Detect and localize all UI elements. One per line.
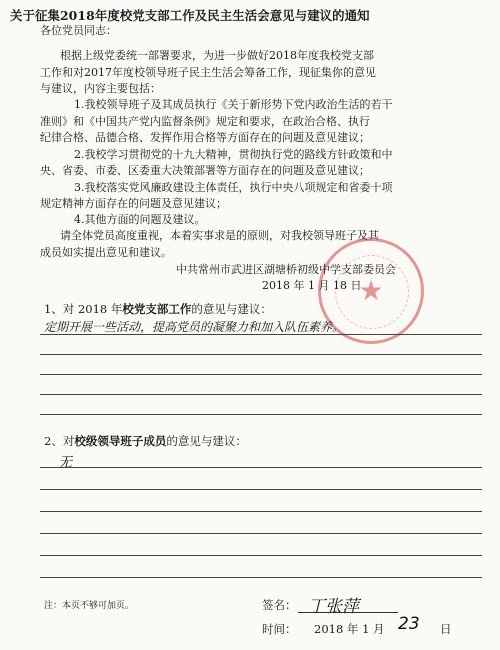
time-value: 2018 年 1 月 [314,622,385,636]
intro-line-1: 根据上级党委统一部署要求，为进一步做好2018年度我校党支部 [60,49,374,62]
item-3-line-1: 3.我校落实党风廉政建设主体责任，执行中央八项规定和省委十项 [74,181,393,194]
answer-line [40,354,482,355]
item-1-line-1: 1.我校领导班子及其成员执行《关于新形势下党内政治生活的若干 [74,98,393,111]
answer-line [40,467,482,468]
issue-date: 2018 年 1 月 18 日 [262,279,362,292]
answer-line [40,414,482,415]
answer-line [40,533,482,534]
star-icon: ★ [358,274,384,307]
issuer: 中共常州市武进区湖塘桥初级中学支部委员会 [176,263,396,276]
section-1-answer: 定期开展一些活动，提高党员的凝聚力和加入队伍素养。 [44,320,345,334]
item-4: 4.其他方面的问题及建议。 [74,213,206,226]
section-2-answer: 无 [58,455,72,471]
signature-line [298,612,398,613]
salutation: 各位党员同志： [40,24,117,37]
answer-line [40,555,482,556]
item-3-line-2: 规定精神方面存在的问题及意见建议； [40,197,227,210]
time-day-suffix: 日 [440,622,452,636]
item-1-line-3: 纪律合格、品德合格、发挥作用合格等方面存在的问题及意见建议； [40,131,370,144]
item-1-line-2: 准则》和《中国共产党内监督条例》规定和要求，在政治合格、执行 [40,115,370,128]
footer-note: 注：本页不够可加页。 [44,601,135,611]
answer-line [40,394,482,395]
answer-line [40,334,482,335]
item-2-line-2: 央、省委、市委、区委重大决策部署等方面存在的问题及意见建议； [40,164,370,177]
answer-line [40,511,482,512]
section-1-heading: 1、对 2018 年校党支部工作的意见与建议： [44,302,272,316]
closing-line-2: 成员如实提出意见和建议。 [40,246,172,259]
intro-line-3: 与建议，内容主要包括： [40,82,161,95]
answer-line [40,489,482,490]
sign-label: 签名： [262,598,297,612]
item-2-line-1: 2.我校学习贯彻党的十九大精神，贯彻执行党的路线方针政策和中 [74,148,393,161]
answer-line [40,374,482,375]
signature: 丁张萍 [308,597,359,617]
intro-line-2: 工作和对2017年度校领导班子民主生活会筹备工作，现征集你的意见 [40,66,376,79]
closing-line-1: 请全体党员高度重视，本着实事求是的原则，对我校领导班子及其 [60,229,379,242]
section-2-heading: 2、对校级领导班子成员的意见与建议： [44,434,247,448]
notice-title: 关于征集2018年度校党支部工作及民主生活会意见与建议的通知 [10,8,370,23]
time-day-handwritten: 23 [398,614,420,634]
time-label: 时间： [262,622,297,636]
answer-line [40,577,482,578]
